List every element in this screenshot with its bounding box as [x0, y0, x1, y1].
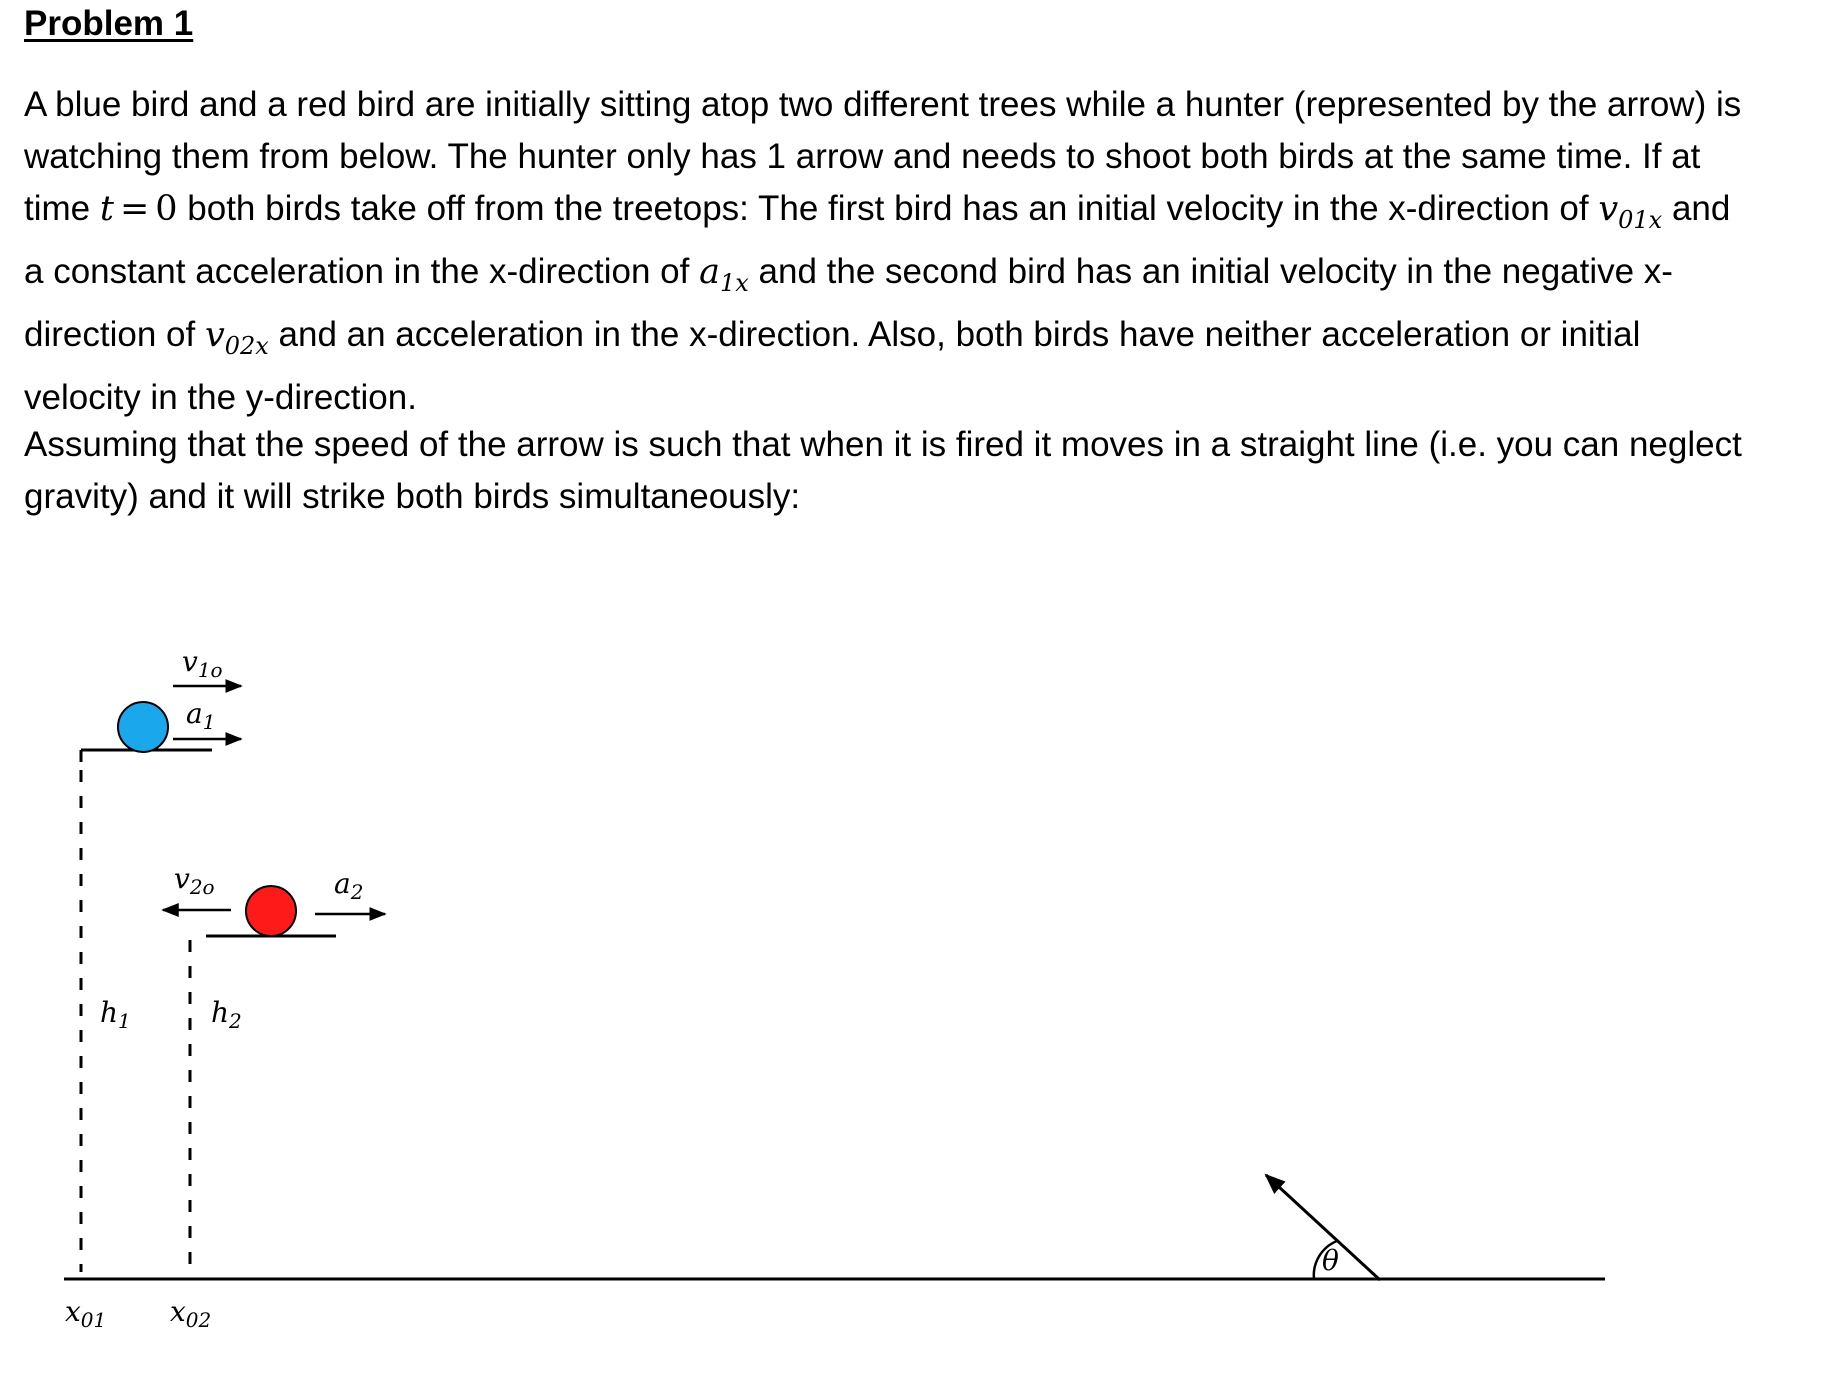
h2-label: $h_2$: [211, 996, 242, 1033]
x02-label: $x_{02}$: [170, 1295, 212, 1332]
theta-label: θ: [1322, 1244, 1339, 1277]
a1x-base: a: [699, 252, 720, 292]
v01x-base: v: [1598, 189, 1619, 229]
v10-label: $v_{1o}$: [182, 645, 223, 682]
time-zero: 0: [155, 189, 178, 229]
red-bird: [246, 886, 296, 936]
statement-text-4: and the second bird has an initial velocity in the negative x-direction of: [24, 252, 1673, 354]
v02x-base: v: [204, 315, 225, 355]
v01x-subscript: 01x: [1618, 206, 1663, 234]
statement-text-5: and an acceleration in the x-direction. Also, both birds have neither acceleration or initial velocity in the y-direction.: [24, 315, 1641, 417]
blue-bird: [118, 702, 168, 752]
h1-label: $h_1$: [100, 996, 131, 1033]
statement-text-2: both birds take off from the treetops: The first bird has an initial velocity in the x-direction of: [177, 189, 1599, 228]
v02x-subscript: 02x: [224, 332, 269, 360]
statement-text-3: and a constant acceleration in the x-direction of: [24, 189, 1731, 291]
statement-text-1: A blue bird and a red bird are initially sitting atop two different trees while a hunter (represented by the arrow) is watching them from below. The hunter only has 1 arrow and needs to shoot both birds at the same time. If at time: [24, 85, 1742, 228]
equals-sign: =: [119, 189, 150, 229]
a1-label: $a_1$: [186, 697, 216, 734]
v20-label: $v_{2o}$: [174, 862, 215, 899]
a2-label: $a_2$: [334, 867, 364, 904]
problem-title: Problem 1: [24, 4, 194, 43]
assumption-statement: Assuming that the speed of the arrow is such that when it is fired it moves in a straight line (i.e. you can neglect gravity) and it will strike both birds simultaneously:: [24, 425, 1742, 516]
time-variable: t: [99, 189, 114, 229]
a1x-subscript: 1x: [719, 269, 749, 297]
x01-label: $x_{01}$: [65, 1295, 107, 1332]
